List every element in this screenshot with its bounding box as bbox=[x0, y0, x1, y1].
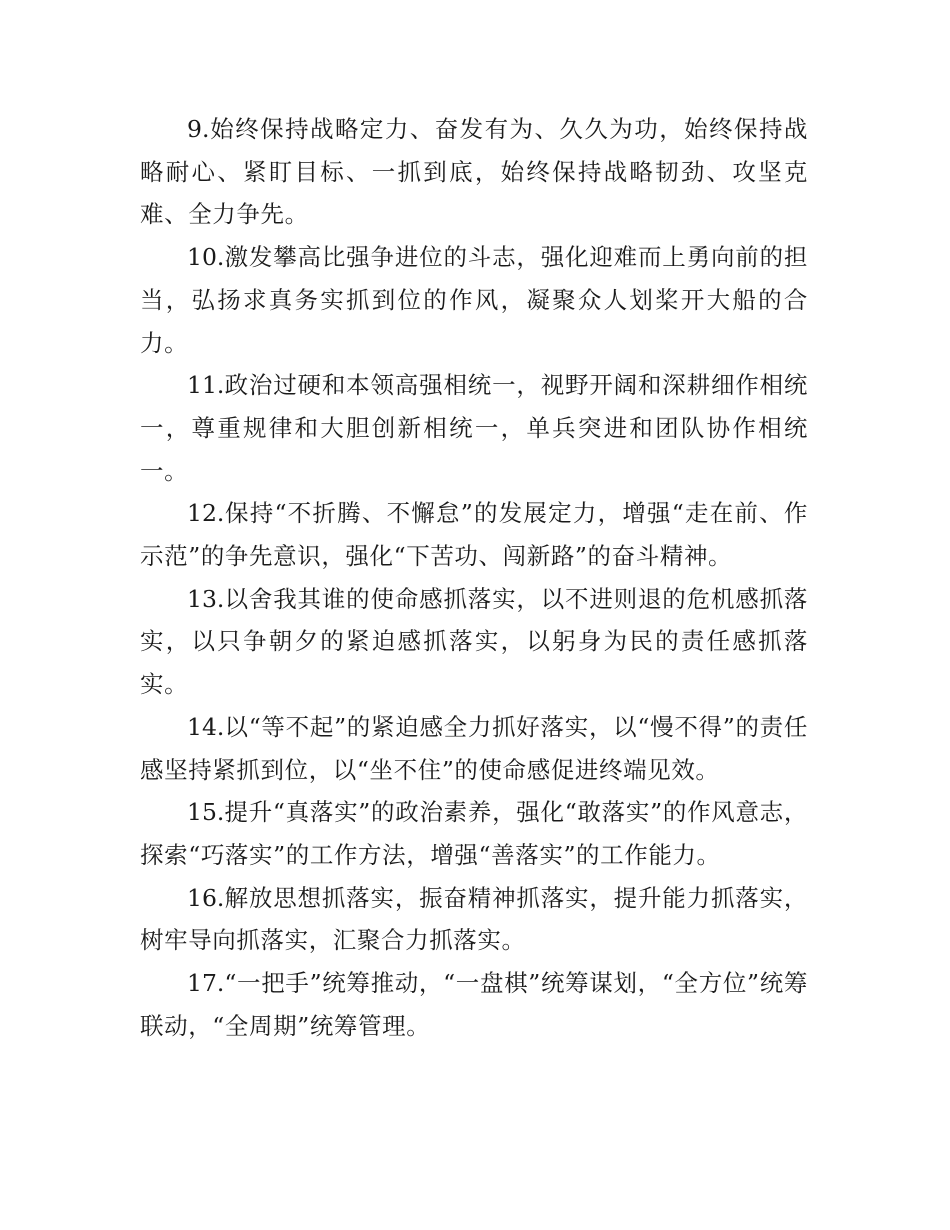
paragraph-number: 12. bbox=[187, 499, 225, 528]
paragraph-number: 15. bbox=[187, 798, 225, 827]
paragraph-text: 激发攀高比强争进位的斗志，强化迎难而上勇向前的担当，弘扬求真务实抓到位的作风，凝聚众人划桨开大船的合力。 bbox=[140, 243, 808, 357]
paragraph-text: 保持“不折腾、不懈怠”的发展定力，增强“走在前、作示范”的争先意识，强化“下苦功、闯新路”的奋斗精神。 bbox=[140, 499, 808, 571]
paragraph-number: 16. bbox=[187, 883, 225, 912]
paragraph-13 bbox=[140, 578, 808, 706]
paragraph-text: 解放思想抓落实，振奋精神抓落实，提升能力抓落实，树牢导向抓落实，汇聚合力抓落实。 bbox=[140, 883, 808, 955]
paragraph-15 bbox=[140, 791, 808, 876]
paragraph-text: 以舍我其谁的使命感抓落实，以不进则退的危机感抓落实，以只争朝夕的紧迫感抓落实，以躬身为民的责任感抓落实。 bbox=[140, 584, 808, 699]
paragraph-text: 始终保持战略定力、奋发有为、久久为功，始终保持战略耐心、紧盯目标、一抓到底，始终保持战略韧劲、攻坚克难、全力争先。 bbox=[140, 115, 808, 229]
paragraph-text: 政治过硬和本领高强相统一，视野开阔和深耕细作相统一，尊重规律和大胆创新相统一，单兵突进和团队协作相统一。 bbox=[140, 371, 808, 485]
paragraph-16 bbox=[140, 877, 808, 962]
paragraph-text: 提升“真落实”的政治素养，强化“敢落实”的作风意志，探索“巧落实”的工作方法，增强“善落实”的工作能力。 bbox=[140, 798, 808, 869]
paragraph-number: 10. bbox=[187, 243, 225, 272]
paragraph-17 bbox=[140, 962, 808, 1047]
document-body bbox=[140, 108, 808, 1047]
paragraph-number: 14. bbox=[187, 712, 225, 741]
paragraph-text: 以“等不起”的紧迫感全力抓好落实，以“慢不得”的责任感坚持紧抓到位，以“坐不住”的使命感促进终端见效。 bbox=[140, 712, 808, 784]
paragraph-number: 11. bbox=[187, 371, 225, 400]
paragraph-number: 17. bbox=[187, 969, 225, 998]
paragraph-number: 9. bbox=[187, 115, 210, 143]
paragraph-11 bbox=[140, 364, 808, 492]
paragraph-text: “一把手”统筹推动，“一盘棋”统筹谋划，“全方位”统筹联动，“全周期”统筹管理。 bbox=[140, 969, 808, 1040]
paragraph-number: 13. bbox=[187, 584, 225, 613]
paragraph-12 bbox=[140, 492, 808, 577]
paragraph-10 bbox=[140, 236, 808, 364]
paragraph-9 bbox=[140, 108, 808, 236]
paragraph-14 bbox=[140, 706, 808, 791]
